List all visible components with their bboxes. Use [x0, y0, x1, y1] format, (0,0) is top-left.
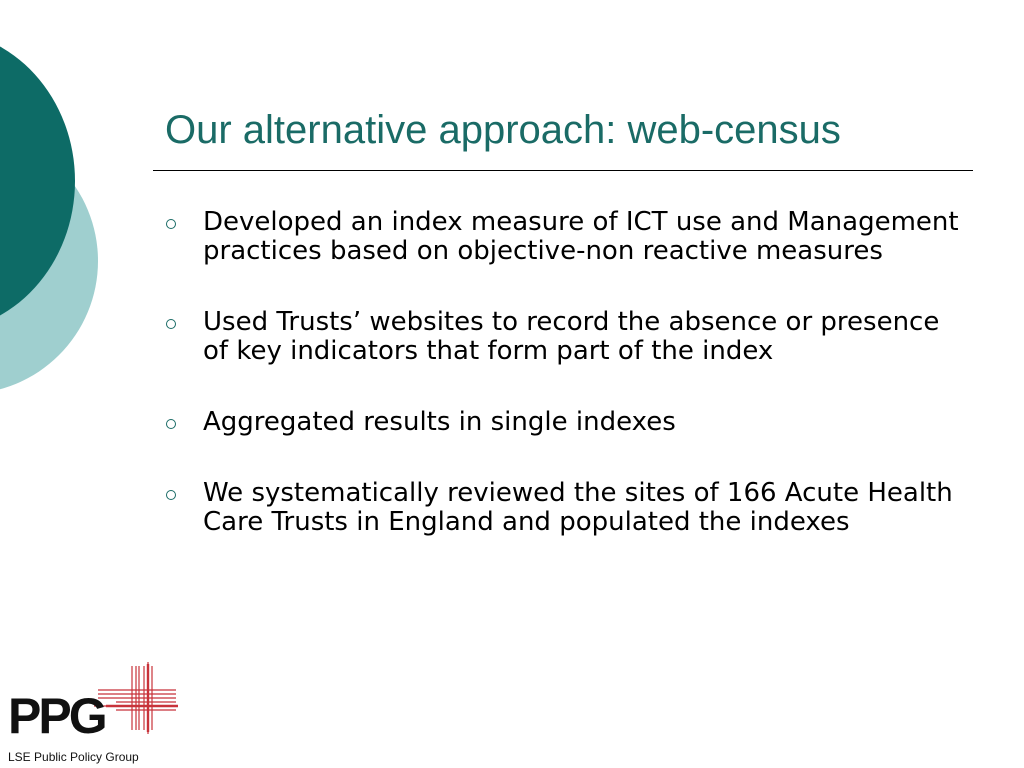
- bullet-item: [160, 308, 970, 366]
- bullet-item: [160, 479, 970, 537]
- bullet-list: [160, 208, 970, 579]
- bullet-item: [160, 408, 970, 437]
- bullet-text: We systematically reviewed the sites of 166 Acute Health Care Trusts in England and populated the indexes: [203, 478, 953, 537]
- hollow-circle-icon: [166, 490, 176, 500]
- ppg-logo: [6, 662, 186, 768]
- logo-caption: LSE Public Policy Group: [8, 750, 139, 764]
- hollow-circle-icon: [166, 219, 176, 229]
- hollow-circle-icon: [166, 419, 176, 429]
- title-divider: [153, 170, 973, 171]
- bullet-text: Used Trusts’ websites to record the absence or presence of key indicators that form part of the index: [203, 307, 940, 366]
- bullet-text: Developed an index measure of ICT use and Management practices based on objective-non reactive measures: [203, 207, 959, 266]
- bullet-text: Aggregated results in single indexes: [203, 407, 676, 437]
- hollow-circle-icon: [166, 319, 176, 329]
- bullet-item: [160, 208, 970, 266]
- logo-letters: PPG: [8, 688, 105, 744]
- slide-title: Our alternative approach: web-census: [165, 108, 841, 152]
